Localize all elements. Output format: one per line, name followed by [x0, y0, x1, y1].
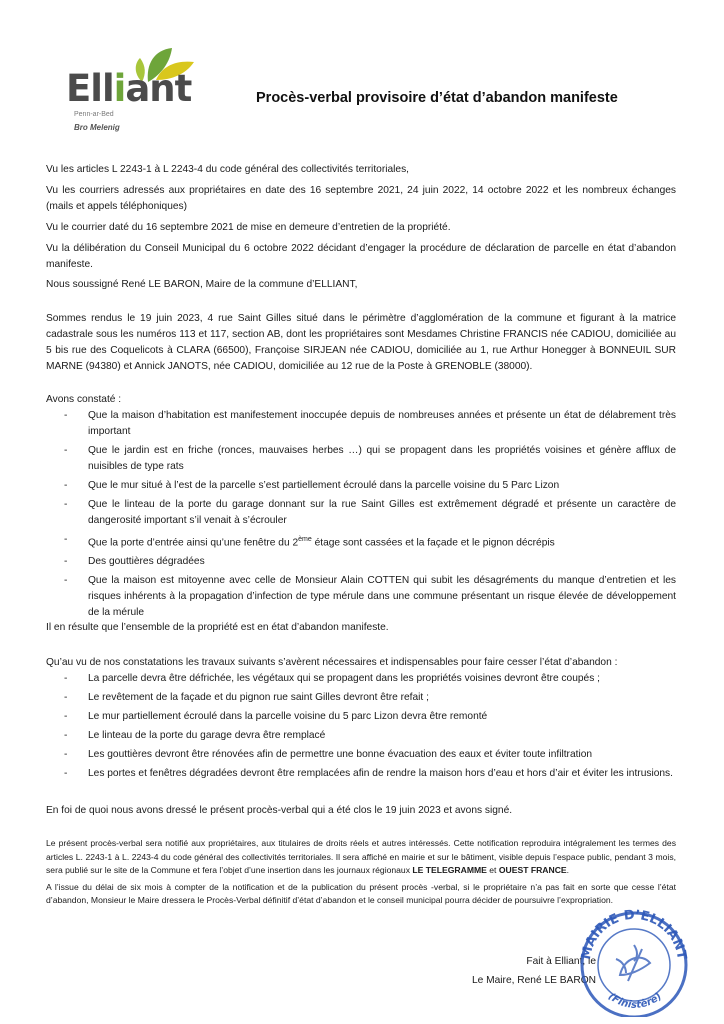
- svg-text:(Finistère): (Finistère): [605, 991, 665, 1011]
- list-item: - Les gouttières devront être rénovées afin de permettre une bonne évacuation des eaux et éviter toute infiltration: [64, 747, 676, 763]
- issue-paragraph: A l’issue du délai de six mois à compter de la notification et de la publication du présent procès -verbal, si le propriétaire n’a pas fait en sorte que cesse l’état d’abandon, Monsieur le Maire dressera le Procès-Verbal définitif d’état d’abandon et le conseil municipal pourra décider de poursuivre l’expropriation.: [46, 881, 676, 906]
- notification-text: Le présent procès-verbal sera notifié aux propriétaires, aux titulaires de droits réels et autres intéressés. Cette notification reproduira intégralement les termes des articles L. 2243-1 à L. 2243-4 du code général des collectivités territoriales. Il sera affiché en mairie et sur le bâtiment, visible depuis l’espace public, pendant 3 mois, sera publié sur le site de la Commune et fera l’objet d’une insertion dans les journaux régionaux: [46, 838, 676, 876]
- official-stamp: [568, 905, 698, 1017]
- list-item: - Le linteau de la porte du garage devra être remplacé: [64, 728, 676, 744]
- travaux-intro: Qu’au vu de nos constatations les travaux suivants s’avèrent nécessaires et indispensables pour faire cesser l’état d’abandon :: [46, 657, 618, 668]
- constat-porte-before: Que la porte d’entrée ainsi qu’une fenêtre du 2: [88, 537, 299, 549]
- signature-signer: Le Maire, René LE BARON: [471, 975, 596, 986]
- list-item: - La parcelle devra être défrichée, les végétaux qui se propagent dans les propriétés voisines devront être coupés ;: [64, 671, 676, 687]
- resulte-paragraph: Il en résulte que l’ensemble de la propriété est en état d’abandon manifeste.: [46, 622, 389, 633]
- rendus-paragraph: Sommes rendus le 19 juin 2023, 4 rue Saint Gilles situé dans le périmètre d’agglomération de la commune et figurant à la matrice cadastrale sous les numéros 113 et 117, section AB, dont les propriétaires sont Mesdames Christine FRANCIS née CADIOU, domiciliée au 5 bis rue des Coquelicots à CLARA (66500), Françoise SIRJEAN née CADIOU, domiciliée au 1, rue Arthur Honegger à BONNEUIL SUR MARNE (94380) et Annick JANOTS, née CADIOU, domiciliée au 12 rue de la Poste à GRENOBLE (38000).: [46, 313, 676, 372]
- constats-list: [64, 408, 676, 621]
- stamp-seal-icon: [568, 905, 698, 1017]
- commune-logo: [66, 44, 192, 134]
- list-item: - Des gouttières dégradées: [64, 554, 676, 570]
- list-item: - Que le jardin est en friche (ronces, mauvaises herbes …) qui se propagent dans les propriétés voisines et génère afflux de nuisibles de type rats: [64, 443, 676, 475]
- vu-paragraph: Vu le courrier daté du 16 septembre 2021 de mise en demeure d’entretien de la propriété.: [46, 222, 451, 233]
- list-item: - Que la maison d’habitation est manifestement inoccupée depuis de nombreuses années et présente un état de délabrement très important: [64, 408, 676, 440]
- constat-porte-after: étage sont cassées et la façade et le pignon décrépis: [311, 537, 555, 549]
- logo-word-i: i: [113, 67, 126, 110]
- soussigne-paragraph: Nous soussigné René LE BARON, Maire de la commune d’ELLIANT,: [46, 279, 358, 290]
- journal-name: OUEST FRANCE: [498, 865, 567, 876]
- list-item: - Le revêtement de la façade et du pignon rue saint Gilles devront être refait ;: [64, 690, 676, 706]
- list-item: - Les portes et fenêtres dégradées devront être remplacées afin de rendre la maison hors d’eau et hors d’air et éviter les intrusions.: [64, 766, 676, 782]
- vu-paragraph: Vu les articles L 2243-1 à L 2243-4 du code général des collectivités territoriales,: [46, 164, 409, 175]
- travaux-list-wrap: [64, 671, 676, 785]
- list-item: - Que la maison est mitoyenne avec celle de Monsieur Alain COTTEN qui subit les désagréments du manque d’entretien et les risques inhérents à la propagation d’infection de type mérule dans une commune présentant un risque élevée de développement de la mérule: [64, 573, 676, 621]
- constate-label: Avons constaté :: [46, 394, 122, 405]
- list-item: - Que le linteau de la porte du garage donnant sur la rue Saint Gilles est extrêmement dégradé et présente un caractère de dangerosité important s’il venait à s’écrouler: [64, 497, 676, 529]
- notification-and: et: [486, 865, 499, 876]
- vu-paragraph: Vu la délibération du Conseil Municipal du 6 octobre 2022 décidant d’engager la procédure de déclaration de parcelle en état d’abandon manifeste.: [46, 243, 676, 270]
- logo-subtitle: Penn-ar-Bed: [74, 111, 114, 118]
- signature-place: Fait à Elliant, le: [526, 956, 596, 967]
- logo-tagline: Bro Melenig: [74, 123, 120, 132]
- list-item: - Le mur partiellement écroulé dans la parcelle voisine du 5 parc Lizon devra être remonté: [64, 709, 676, 725]
- vu-section: [46, 162, 676, 278]
- document-title: Procès-verbal provisoire d’état d’abandon manifeste: [256, 90, 618, 106]
- notification-end: .: [566, 865, 570, 876]
- foi-paragraph: En foi de quoi nous avons dressé le présent procès-verbal qui a été clos le 19 juin 2023 et avons signé.: [46, 805, 513, 816]
- constats-list-wrap: [64, 408, 676, 624]
- constat-porte-sup: ème: [298, 536, 312, 543]
- logo-word-suffix: ant: [125, 67, 192, 110]
- svg-text:MAIRIE D’ELLIANT: MAIRIE D’ELLIANT: [578, 907, 689, 961]
- list-item: [64, 532, 676, 551]
- logo-word-prefix: Ell: [66, 67, 114, 110]
- vu-paragraph: Vu les courriers adressés aux propriétaires en date des 16 septembre 2021, 24 juin 2022, 14 octobre 2022 et les nombreux échanges (mails et appels téléphoniques): [46, 185, 676, 212]
- journal-name: LE TELEGRAMME: [412, 865, 487, 876]
- travaux-list: [64, 671, 676, 782]
- list-item: - Que le mur situé à l’est de la parcelle s’est partiellement écroulé dans la parcelle voisine du 5 Parc Lizon: [64, 478, 676, 494]
- notice-section: [46, 837, 676, 911]
- notification-paragraph: [46, 837, 676, 878]
